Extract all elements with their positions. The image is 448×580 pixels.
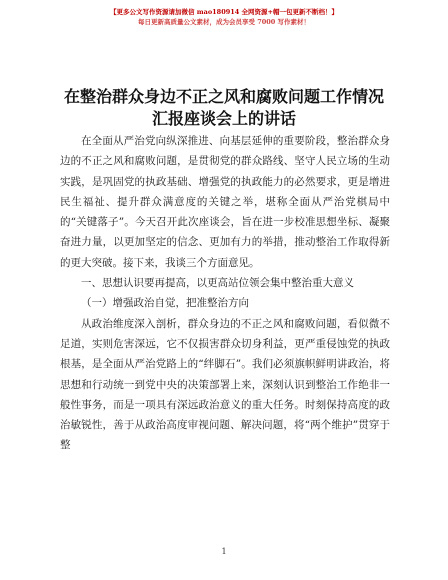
- title-line-1: 在整治群众身边不正之风和腐败问题工作情况: [63, 87, 384, 106]
- document-body: [60, 131, 390, 456]
- body-paragraph-2: 从政治维度深入剖析，群众身边的不正之风和腐败问题，看似微不足道，实则危害深远，它不仅损害群众切身利益，更严重侵蚀党的执政根基，是全面从严治党路上的“绊脚石”。我们必须旗帜鲜明讲政治，将思想和行动统一到党中央的决策部署上来，深刻认识到整治工作绝非一般性事务，而是一项具有深远政治意义的重大任务。时刻保持高度的政治敏锐性，善于从政治高度审视问题、解决问题，将“两个维护”贯穿于整: [60, 317, 390, 452]
- page-number: 1: [221, 547, 227, 556]
- banner-line-2: 每日更新高质量公文素材，成为会员享受 7000 写作素材！: [137, 18, 311, 26]
- section-heading-1: 一、思想认识要再提高，以更高站位领会集中整治重大意义: [81, 277, 354, 290]
- subsection-heading-1: （一）增强政治自觉，把准整治方向: [81, 297, 249, 310]
- banner-line-1: 【更多公文写作资源请加微信 mao180914 全网资源+帽一包更新不断档！】: [109, 8, 339, 16]
- document-title: [40, 86, 408, 130]
- header-banner: [0, 7, 448, 27]
- title-line-2: 汇报座谈会上的讲话: [151, 109, 296, 128]
- intro-paragraph: 在全面从严治党向纵深推进、向基层延伸的重要阶段，整治群众身边的不正之风和腐败问题，是贯彻党的群众路线、坚守人民立场的生动实践，是巩固党的执政基础、增强党的执政能力的必然要求，更是增进民生福祉、提升群众满意度的关键之举，堪称全面从严治党棋局中的“关键落子”。今天召开此次座谈会，旨在进一步校准思想坐标、凝聚奋进力量，以更加坚定的信念、更加有力的举措，推动整治工作取得新的更大突破。接下来，我谈三个方面意见。: [60, 135, 390, 269]
